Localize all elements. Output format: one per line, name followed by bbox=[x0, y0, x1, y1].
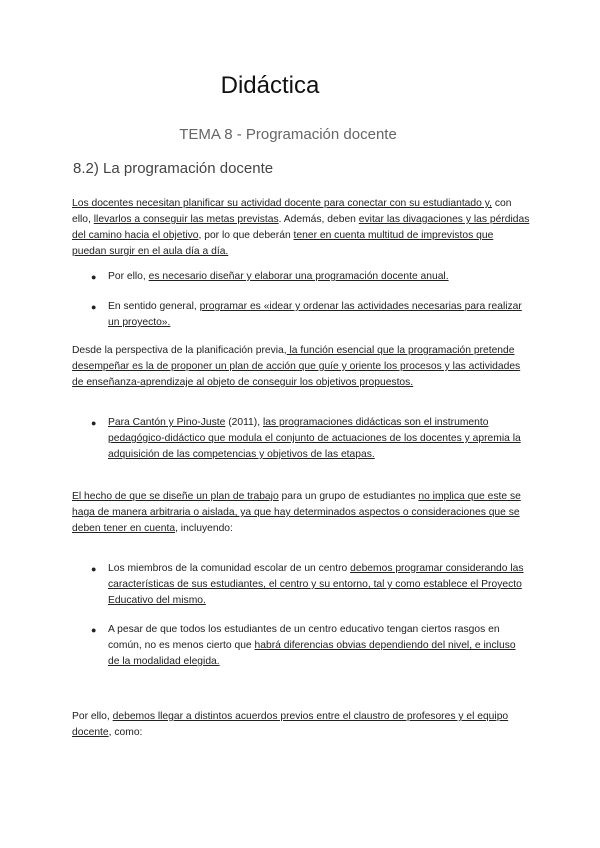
text-span: tener en cuenta multitud de imprevistos que puedan surgir en el aula día a día. bbox=[72, 230, 494, 257]
bullet-icon: ● bbox=[91, 625, 97, 635]
paragraph-agreements bbox=[72, 709, 530, 741]
text-span: (2011), bbox=[225, 417, 263, 428]
text-span: las programaciones didácticas son el instrumento pedagógico-didáctico que modula el conjunto de actuaciones de los docentes y apremia la adquisición de las competencias y objetivos de las etapas. bbox=[108, 417, 521, 460]
list-item bbox=[91, 415, 525, 463]
bullet-icon: ● bbox=[91, 564, 97, 574]
document-subtitle: TEMA 8 - Programación docente bbox=[179, 126, 397, 143]
text-span: En sentido general, bbox=[108, 301, 200, 312]
bullet-icon: ● bbox=[91, 418, 97, 428]
document-title: Didáctica bbox=[220, 72, 320, 99]
text-span: , incluyendo: bbox=[175, 523, 233, 534]
paragraph-work-plan bbox=[72, 489, 530, 537]
text-span: llevarlos a conseguir las metas previstas bbox=[93, 214, 279, 225]
text-span: habrá diferencias obvias dependiendo del nivel, e incluso de la modalidad elegida. bbox=[108, 640, 516, 667]
text-span: debemos programar considerando las características de sus estudiantes, el centro y su entorno, tal y como establece el Proyecto Educativo del mismo. bbox=[108, 563, 524, 606]
bullet-icon: ● bbox=[91, 272, 97, 282]
text-span: Los miembros de la comunidad escolar de un centro bbox=[108, 563, 351, 574]
text-span: Los docentes necesitan planificar su actividad docente para conectar con su estudiantado y, bbox=[72, 198, 492, 209]
text-span: evitar las divagaciones y las pérdidas del camino hacia el objetivo bbox=[72, 214, 530, 241]
section-heading: 8.2) La programación docente bbox=[73, 160, 274, 177]
bullet-icon: ● bbox=[91, 302, 97, 312]
text-span: Por ello, bbox=[108, 271, 149, 282]
list-item bbox=[91, 622, 525, 670]
text-span: programar es «idear y ordenar las actividades necesarias para realizar un proyecto». bbox=[108, 301, 522, 328]
text-span: , por lo que deberán bbox=[198, 230, 294, 241]
text-span: A pesar de que todos los estudiantes de un centro educativo tengan ciertos rasgos en común, no es menos cierto que bbox=[108, 624, 500, 651]
list-item bbox=[91, 299, 525, 331]
text-span: , como: bbox=[108, 727, 143, 738]
text-span: la función esencial que la programación pretende desempeñar es la de proponer un plan de acción que guíe y oriente los procesos y las actividades de enseñanza-aprendizaje al objeto de conseguir los objetivos propuestos. bbox=[72, 345, 521, 388]
text-span: . Además, deben bbox=[278, 214, 359, 225]
text-span: es necesario diseñar y elaborar una programación docente anual. bbox=[148, 271, 449, 282]
list-item bbox=[91, 561, 525, 609]
text-span: Por ello, bbox=[72, 711, 113, 722]
text-span: no implica que este se haga de manera arbitraria o aislada, ya que hay determinados aspectos o consideraciones que se deben tener en cuenta bbox=[72, 491, 521, 534]
paragraph-perspective bbox=[72, 343, 530, 391]
text-span: El hecho de que se diseñe un plan de trabajo bbox=[72, 491, 279, 502]
list-item bbox=[91, 269, 525, 285]
paragraph-intro bbox=[72, 196, 530, 260]
text-span: Para Cantón y Pino-Juste bbox=[108, 417, 226, 428]
text-span: debemos llegar a distintos acuerdos previos entre el claustro de profesores y el equipo docente bbox=[72, 711, 509, 738]
text-span: para un grupo de estudiantes bbox=[278, 491, 419, 502]
text-span: Desde la perspectiva de la planificación previa, bbox=[72, 345, 287, 356]
text-span: con ello, bbox=[72, 198, 512, 225]
